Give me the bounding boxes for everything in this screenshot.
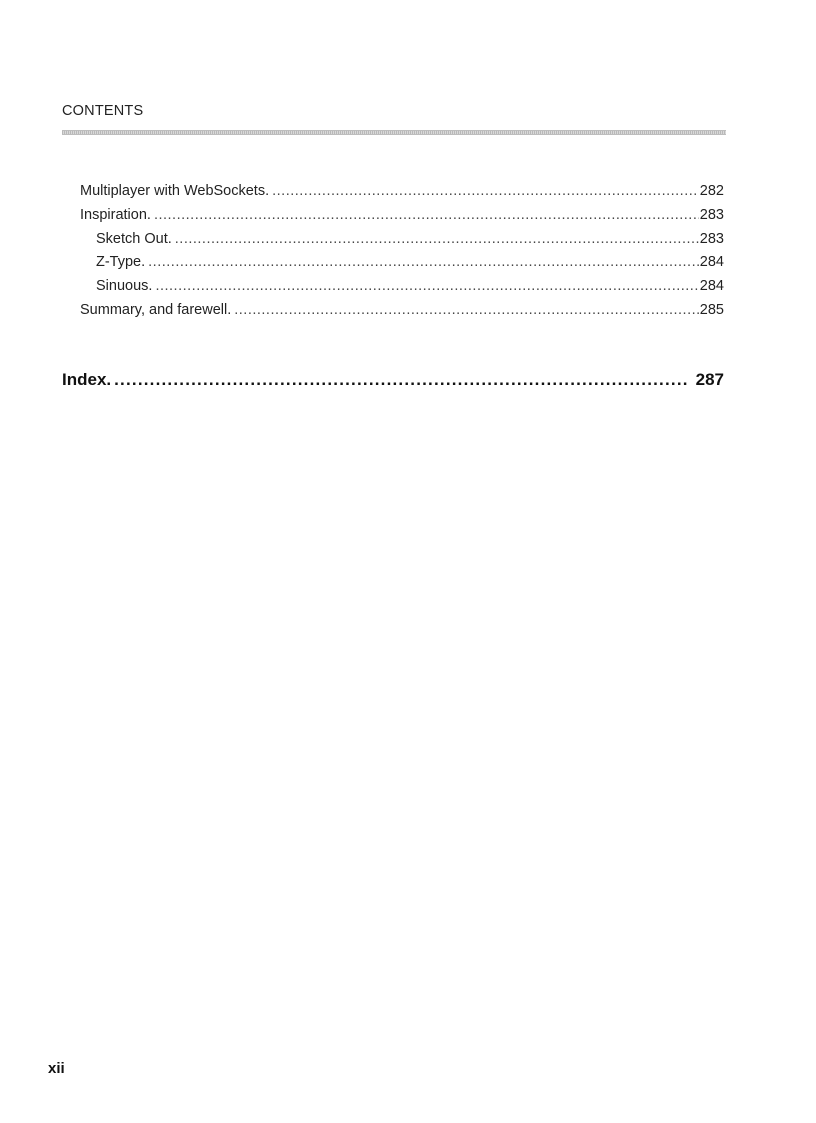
toc-entry-sinuous[interactable] [80,278,724,302]
index-label: Index. [62,370,112,389]
toc-entry-page: 283 [699,206,724,223]
toc-entry-inspiration[interactable] [80,207,724,231]
dot-leader [175,231,699,247]
toc-entry-z-type[interactable] [80,254,724,278]
index-page: 287 [695,370,724,389]
toc-entry-index[interactable] [62,370,724,390]
toc-entry-summary[interactable] [80,302,724,326]
toc-entry-page: 284 [699,278,724,295]
toc-entry-page: 283 [699,230,724,247]
dot-leader [148,254,699,270]
toc-entry-label: Inspiration. [80,206,151,223]
dot-leader [272,183,699,199]
toc-entry-page: 285 [699,301,724,318]
toc-entry-sketch-out[interactable] [80,231,724,255]
toc-entry-label: Summary, and farewell. [80,301,232,318]
header-rule [62,130,726,135]
running-header: CONTENTS [62,103,144,119]
dot-leader [114,370,688,390]
toc-entry-multiplayer[interactable] [80,183,724,207]
dot-leader [154,207,699,223]
toc-entry-label: Multiplayer with WebSockets. [80,183,270,199]
toc-list [80,183,724,326]
toc-entry-label: Sinuous. [96,278,153,295]
page-number: xii [48,1060,65,1077]
toc-entry-page: 282 [699,183,724,199]
dot-leader [155,278,698,294]
toc-entry-page: 284 [699,254,724,271]
toc-entry-label: Z-Type. [96,254,146,271]
toc-entry-label: Sketch Out. [96,230,172,247]
dot-leader [234,302,699,318]
